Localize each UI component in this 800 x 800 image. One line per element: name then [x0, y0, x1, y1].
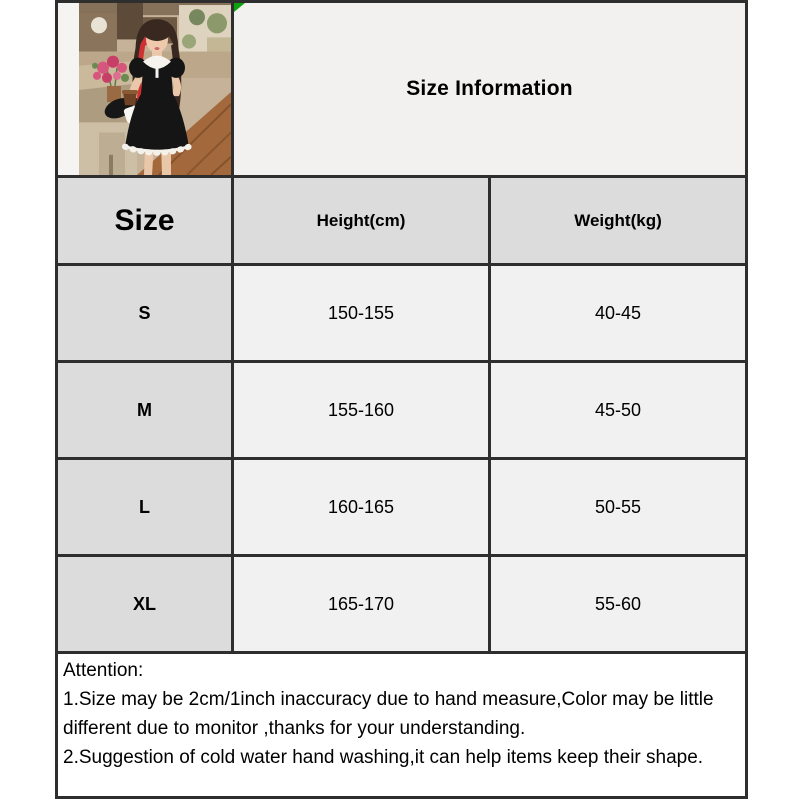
table-row-l	[57, 459, 747, 556]
weight-value-xl: 55-60	[490, 556, 747, 653]
attention-note-box	[55, 654, 748, 799]
size-information-table	[55, 0, 748, 654]
product-photo-cell	[57, 2, 233, 177]
product-photo	[79, 3, 231, 175]
table-row-m	[57, 362, 747, 459]
table-row-xl	[57, 556, 747, 653]
size-label-s: S	[57, 265, 233, 362]
weight-value-s: 40-45	[490, 265, 747, 362]
weight-value-m: 45-50	[490, 362, 747, 459]
attention-heading: Attention:	[63, 660, 144, 681]
height-value-l: 160-165	[233, 459, 490, 556]
size-label-m: M	[57, 362, 233, 459]
page-title: Size Information	[406, 77, 573, 100]
column-header-row	[57, 177, 747, 265]
attention-note-2: 2.Suggestion of cold water hand washing,it can help items keep their shape.	[63, 747, 704, 768]
col-header-weight: Weight(kg)	[490, 177, 747, 265]
weight-value-l: 50-55	[490, 459, 747, 556]
height-value-s: 150-155	[233, 265, 490, 362]
model-photo-illustration	[79, 3, 231, 175]
header-row	[57, 2, 747, 177]
size-information-header-cell	[233, 2, 747, 177]
table-row-s	[57, 265, 747, 362]
size-chart-sheet	[55, 0, 748, 799]
size-label-xl: XL	[57, 556, 233, 653]
attention-note-1: 1.Size may be 2cm/1inch inaccuracy due to hand measure,Color may be little different due to monitor ,thanks for your understanding.	[63, 689, 714, 739]
col-header-size: Size	[57, 177, 233, 265]
height-value-m: 155-160	[233, 362, 490, 459]
col-header-height: Height(cm)	[233, 177, 490, 265]
green-corner-marker	[234, 3, 245, 12]
height-value-xl: 165-170	[233, 556, 490, 653]
size-label-l: L	[57, 459, 233, 556]
